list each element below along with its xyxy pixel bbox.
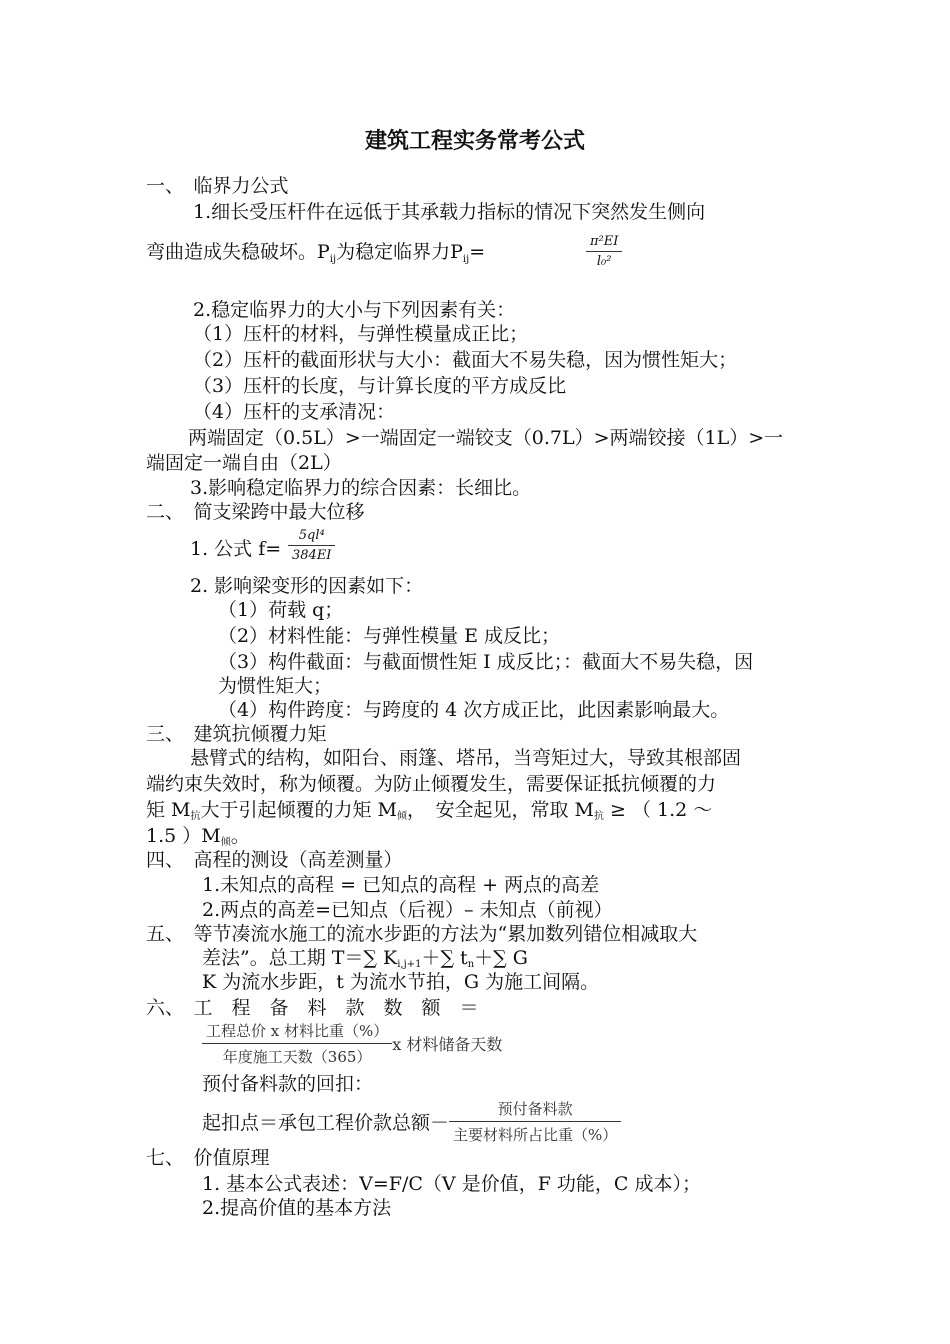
s1-item-3: （3）压杆的长度，与计算长度的平方成反比 — [193, 375, 567, 397]
s2-item-1: （1）荷载 q； — [218, 599, 344, 621]
s5-line-3: K 为流水步距，t 为流水节拍，G 为施工间隔。 — [202, 971, 600, 993]
s3-l3-d: ≥ （ 1.2 ～ — [604, 799, 713, 821]
formula-numerator: 工程总价 x 材料比重（%） — [202, 1020, 392, 1044]
s5-l2-a: 差法”。总工期 T＝∑ K — [202, 947, 398, 969]
formula-numerator: π²EI — [586, 234, 622, 252]
t-subscript: n — [467, 959, 475, 970]
deduction-start-formula — [202, 1098, 621, 1145]
s3-l3-a: 矩 M — [146, 799, 191, 821]
s2-item-3-cont: 为惯性矩大； — [218, 675, 333, 697]
m-overturn-subscript: 倾 — [397, 811, 407, 822]
s1-para-1a: 1.细长受压杆件在远低于其承载力指标的情况下突然发生侧向 — [193, 201, 706, 223]
s1-item-1: （1）压杆的材料，与弹性模量成正比； — [193, 323, 529, 345]
s4-line-2: 2.两点的高差=已知点（后视）– 未知点（前视） — [202, 899, 613, 921]
s2-item-4: （4）构件跨度：与跨度的 4 次方成正比，此因素影响最大。 — [218, 699, 730, 721]
formula-denominator: 年度施工天数（365） — [222, 1048, 372, 1066]
s1-para-2: 2.稳定临界力的大小与下列因素有关： — [193, 299, 516, 321]
s6-line-2: 预付备料款的回扣： — [202, 1073, 374, 1095]
s3-l4-b: 。 — [230, 825, 250, 847]
s3-l3-c: ， 安全起见，常取 M — [407, 799, 594, 821]
s1-para-3: 3.影响稳定临界力的综合因素：长细比。 — [190, 477, 532, 499]
s1-p1b-mid: 为稳定临界力P — [336, 241, 463, 263]
s2-item-3: （3）构件截面：与截面惯性矩 I 成反比；：截面大不易失稳，因 — [218, 651, 754, 673]
critical-force-formula — [586, 234, 622, 269]
deflection-formula — [288, 528, 335, 563]
section-5-line-1: 五、 等节凑流水施工的流水步距的方法为“累加数列错位相减取大 — [146, 923, 698, 945]
s2-para-2: 2. 影响梁变形的因素如下： — [190, 575, 424, 597]
s2-formula-label: 1. 公式 f= — [190, 538, 282, 560]
formula-denominator: 主要材料所占比重（%） — [453, 1126, 618, 1144]
s6-line-3: 起扣点＝承包工程价款总额－ — [202, 1112, 450, 1134]
s4-line-1: 1.未知点的高程 = 已知点的高程 + 两点的高差 — [202, 874, 600, 896]
s1-p1b-eq: = — [469, 241, 486, 263]
s7-line-1: 1. 基本公式表述：V=F/C（V 是价值，F 功能，C 成本）； — [202, 1173, 701, 1195]
formula-numerator: 预付备料款 — [449, 1098, 621, 1122]
formula-tail: x 材料储备天数 — [392, 1035, 503, 1054]
s7-line-2: 2.提高价值的基本方法 — [202, 1197, 392, 1219]
s1-p1b-pre: 弯曲造成失稳破坏。P — [146, 241, 330, 263]
formula-denominator: l₀² — [596, 254, 612, 269]
section-6-heading: 六、 工 程 备 料 款 数 额 ＝ — [146, 997, 479, 1019]
m-resist-subscript: 抗 — [190, 811, 201, 822]
s2-item-2: （2）材料性能：与弹性模量 E 成反比； — [218, 625, 561, 647]
section-4-heading: 四、 高程的测设（高差测量） — [146, 849, 403, 871]
s3-line-1: 悬臂式的结构，如阳台、雨篷、塔吊，当弯矩过大，导致其根部固 — [190, 747, 742, 769]
s1-support-a: 两端固定（0.5L）>一端固定一端铰支（0.7L）>两端铰接（1L）>一 — [188, 427, 784, 449]
s3-line-2: 端约束失效时，称为倾覆。为防止倾覆发生，需要保证抵抗倾覆的力 — [146, 773, 717, 795]
m-overturn-subscript: 倾 — [220, 837, 231, 848]
section-1-heading: 一、 临界力公式 — [146, 175, 289, 197]
page-title: 建筑工程实务常考公式 — [364, 128, 585, 154]
s1-support-b: 端固定一端自由（2L） — [146, 452, 342, 474]
k-subscript: i,j+1 — [397, 959, 422, 970]
s5-l2-c: ＋∑ G — [474, 947, 528, 969]
s1-item-4: （4）压杆的支承清况： — [193, 401, 396, 423]
formula-fraction — [449, 1098, 621, 1145]
formula-denominator: 384EI — [292, 548, 332, 563]
pij-subscript: ij — [329, 254, 337, 265]
s1-para-1b — [146, 240, 485, 268]
s3-l4-a: 1.5 ）M — [146, 825, 221, 847]
formula-numerator: 5ql⁴ — [288, 528, 335, 546]
pij-subscript: ij — [462, 254, 470, 265]
section-2-heading: 二、 简支梁跨中最大位移 — [146, 501, 365, 523]
s3-l3-b: 大于引起倾覆的力矩 M — [200, 799, 397, 821]
s5-l2-b: ＋∑ t — [421, 947, 468, 969]
advance-payment-formula — [202, 1020, 502, 1067]
formula-fraction — [202, 1020, 392, 1067]
s1-item-2: （2）压杆的截面形状与大小：截面大不易失稳，因为惯性矩大； — [193, 349, 738, 371]
m-resist-subscript: 抗 — [594, 811, 604, 822]
section-7-heading: 七、 价值原理 — [146, 1147, 270, 1169]
section-3-heading: 三、 建筑抗倾覆力矩 — [146, 723, 327, 745]
